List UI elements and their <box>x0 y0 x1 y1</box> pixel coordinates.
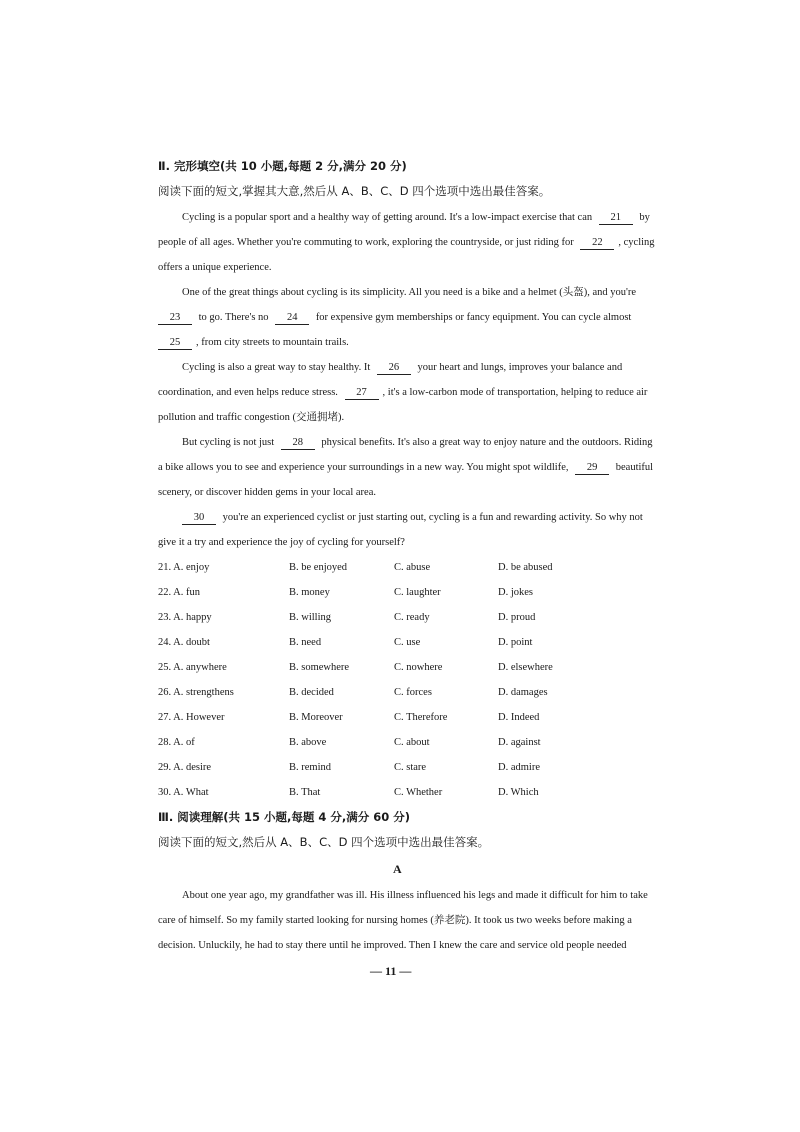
passage-text: physical benefits. It's also a great way to enjoy nature and the outdoors. Riding <box>321 437 653 448</box>
option-c: C. laughter <box>394 587 441 598</box>
passage-text: Cycling is also a great way to stay healthy. It <box>182 362 371 373</box>
option-b: B. be enjoyed <box>289 562 348 573</box>
option-d: D. Which <box>498 787 539 798</box>
option-d: D. elsewhere <box>498 662 553 673</box>
blank-23: 23 <box>158 311 192 325</box>
passage-line: offers a unique experience. <box>158 262 272 273</box>
blank-29: 29 <box>575 461 609 475</box>
passage-text: coordination, and even helps reduce stress. <box>158 387 338 398</box>
option-d: D. Indeed <box>498 712 540 723</box>
option-b: B. decided <box>289 687 334 698</box>
passage-text: a bike allows you to see and experience your surroundings in a new way. You might spot wildlife, <box>158 462 569 473</box>
option-c: C. abuse <box>394 562 431 573</box>
option-a: 23. A. happy <box>158 612 212 623</box>
passage-text: beautiful <box>615 462 654 473</box>
passage-text: your heart and lungs, improves your balance and <box>417 362 623 373</box>
blank-26: 26 <box>377 361 411 375</box>
blank-27: 27 <box>345 386 379 400</box>
option-a: 29. A. desire <box>158 762 212 773</box>
section-3-heading: Ⅲ. 阅读理解(共 15 小题,每题 4 分,满分 60 分) <box>158 810 411 824</box>
option-d: D. jokes <box>498 587 533 598</box>
option-a: 25. A. anywhere <box>158 662 227 673</box>
option-a: 30. A. What <box>158 787 209 798</box>
option-c: C. about <box>394 737 430 748</box>
passage-text: by <box>639 212 650 223</box>
option-d: D. admire <box>498 762 540 773</box>
blank-21: 21 <box>599 211 633 225</box>
reading-line: About one year ago, my grandfather was ill. His illness influenced his legs and made it difficult for him to take <box>182 890 648 901</box>
option-b: B. Moreover <box>289 712 343 723</box>
passage-letter: A <box>393 862 402 876</box>
option-c: C. Therefore <box>394 712 448 723</box>
passage-text: , cycling <box>618 237 655 248</box>
option-c: C. ready <box>394 612 430 623</box>
page-number: — 11 — <box>370 964 412 978</box>
option-a: 27. A. However <box>158 712 225 723</box>
passage-text: people of all ages. Whether you're commuting to work, exploring the countryside, or just riding for <box>158 237 574 248</box>
passage-line <box>182 361 682 375</box>
passage-line <box>182 436 682 450</box>
option-b: B. need <box>289 637 322 648</box>
passage-line: scenery, or discover hidden gems in your local area. <box>158 487 376 498</box>
option-a: 24. A. doubt <box>158 637 210 648</box>
blank-30: 30 <box>182 511 216 525</box>
passage-line: pollution and traffic congestion (交通拥堵). <box>158 412 345 423</box>
option-d: D. proud <box>498 612 536 623</box>
section-3-instruction: 阅读下面的短文,然后从 A、B、C、D 四个选项中选出最佳答案。 <box>158 835 490 849</box>
option-b: B. That <box>289 787 321 798</box>
option-c: C. forces <box>394 687 432 698</box>
passage-line <box>182 511 682 525</box>
passage-line <box>182 211 682 225</box>
passage-line <box>158 311 658 325</box>
option-d: D. be abused <box>498 562 553 573</box>
blank-22: 22 <box>580 236 614 250</box>
option-d: D. point <box>498 637 533 648</box>
passage-text: , it's a low-carbon mode of transportation, helping to reduce air <box>382 387 648 398</box>
blank-25: 25 <box>158 336 192 350</box>
option-b: B. somewhere <box>289 662 350 673</box>
passage-line <box>158 386 658 400</box>
passage-text: for expensive gym memberships or fancy equipment. You can cycle almost <box>315 312 632 323</box>
option-c: C. use <box>394 637 421 648</box>
option-d: D. damages <box>498 687 548 698</box>
option-d: D. against <box>498 737 541 748</box>
passage-line <box>158 461 658 475</box>
option-b: B. money <box>289 587 330 598</box>
option-b: B. willing <box>289 612 332 623</box>
option-a: 26. A. strengthens <box>158 687 234 698</box>
passage-text: , from city streets to mountain trails. <box>196 337 349 348</box>
section-2-instruction: 阅读下面的短文,掌握其大意,然后从 A、B、C、D 四个选项中选出最佳答案。 <box>158 184 551 198</box>
section-2-heading: Ⅱ. 完形填空(共 10 小题,每题 2 分,满分 20 分) <box>158 159 407 173</box>
passage-text: to go. There's no <box>198 312 269 323</box>
reading-line: decision. Unluckily, he had to stay there until he improved. Then I knew the care and service old people needed <box>158 940 627 951</box>
blank-24: 24 <box>275 311 309 325</box>
passage-line <box>158 236 658 250</box>
passage-line <box>158 336 658 350</box>
option-b: B. above <box>289 737 327 748</box>
passage-text: But cycling is not just <box>182 437 275 448</box>
passage-line: give it a try and experience the joy of cycling for yourself? <box>158 537 405 548</box>
option-c: C. stare <box>394 762 427 773</box>
option-c: C. Whether <box>394 787 443 798</box>
option-b: B. remind <box>289 762 331 773</box>
option-c: C. nowhere <box>394 662 443 673</box>
passage-text: Cycling is a popular sport and a healthy way of getting around. It's a low-impact exercise that can <box>182 212 593 223</box>
passage-line: One of the great things about cycling is its simplicity. All you need is a bike and a helmet (头盔), and you're <box>182 287 637 298</box>
option-a: 21. A. enjoy <box>158 562 210 573</box>
option-a: 28. A. of <box>158 737 195 748</box>
reading-line: care of himself. So my family started looking for nursing homes (养老院). It took us two weeks before making a <box>158 915 632 926</box>
blank-28: 28 <box>281 436 315 450</box>
passage-text: you're an experienced cyclist or just starting out, cycling is a fun and rewarding activity. So why not <box>222 512 643 523</box>
option-a: 22. A. fun <box>158 587 200 598</box>
